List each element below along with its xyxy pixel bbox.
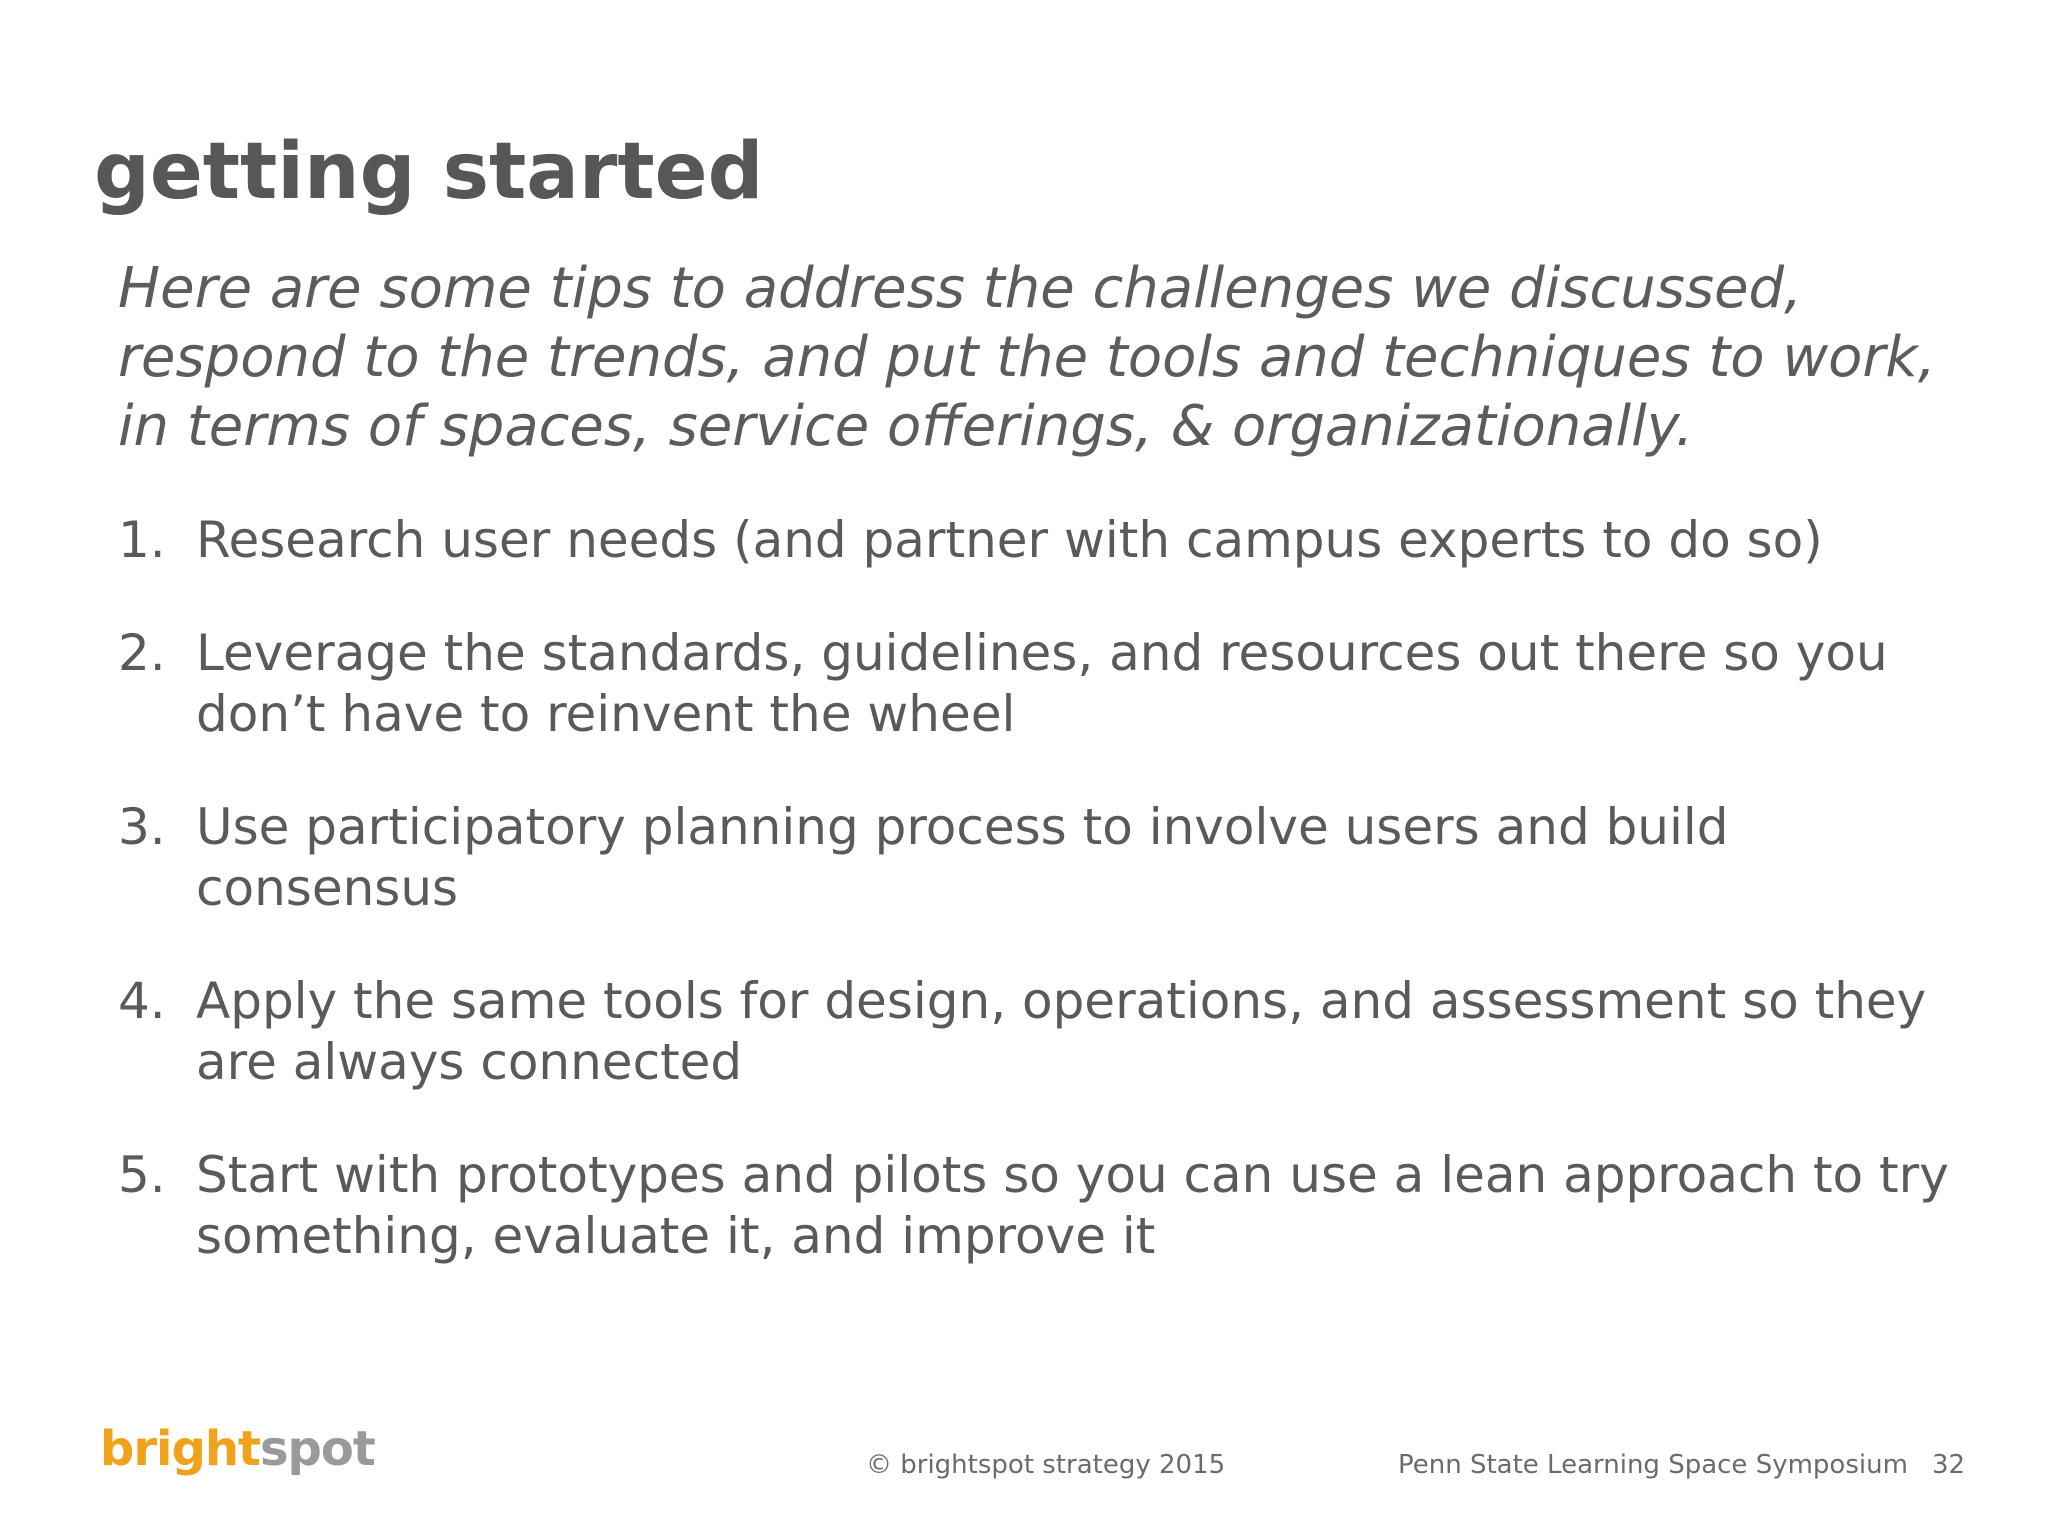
brightspot-logo [100,1421,375,1477]
list-item-number: 3. [118,798,166,856]
list-item-text: Use participatory planning process to involve users and build consensus [196,798,1729,917]
intro-text: Here are some tips to address the challenges we discussed, respond to the trends, and put the tools and techniques to work, in terms of spaces, service offerings, & organizationally. [118,256,1936,459]
list-item [118,1145,1998,1267]
list-item-text: Start with prototypes and pilots so you can use a lean approach to try something, evaluate it, and improve it [196,1146,1949,1265]
list-item [118,510,1998,571]
list-item-number: 2. [118,624,166,682]
tips-list [118,510,1998,1319]
page-number: 32 [1932,1450,1966,1480]
list-item [118,971,1998,1093]
list-item [118,623,1998,745]
list-item-text: Apply the same tools for design, operations, and assessment so they are always connected [196,972,1927,1091]
list-item [118,797,1998,919]
logo-part-spot: spot [259,1421,375,1477]
copyright-text: © brightspot strategy 2015 [866,1450,1226,1480]
slide-title: getting started [94,127,764,217]
list-item-text: Leverage the standards, guidelines, and resources out there so you don’t have to reinvent the wheel [196,624,1888,743]
list-item-number: 1. [118,511,166,569]
event-name: Penn State Learning Space Symposium [1398,1450,1908,1480]
list-item-text: Research user needs (and partner with campus experts to do so) [196,511,1823,569]
list-item-number: 5. [118,1146,166,1204]
logo-part-bright: bright [100,1421,260,1477]
list-item-number: 4. [118,972,166,1030]
